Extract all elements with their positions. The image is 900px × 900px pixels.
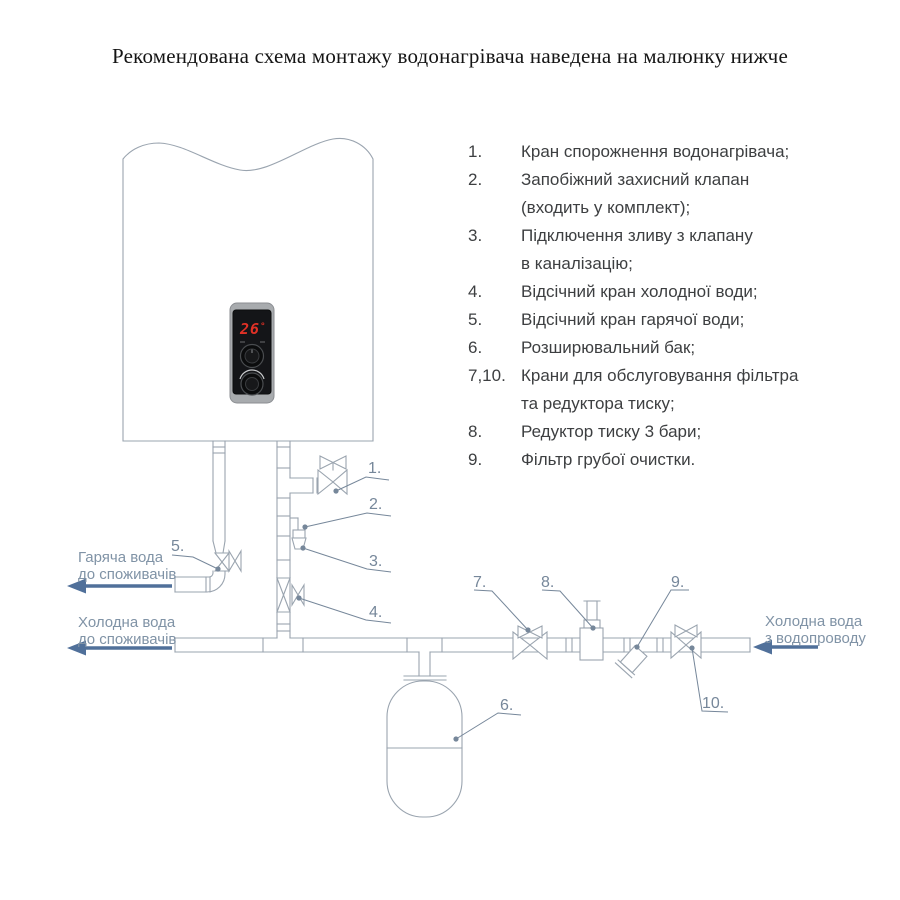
legend-list [468,138,892,474]
callout-2 [302,496,391,530]
svg-text:9.: 9. [671,574,685,591]
cold-out-label [78,614,176,648]
legend-num: 7,10. [468,366,506,385]
legend-text-line2: (входить у комплект); [521,198,691,217]
svg-text:4.: 4. [369,604,383,621]
control-panel [230,303,274,403]
legend-text: Розширювальний бак; [521,338,696,357]
legend-text: Відсічний кран холодної води; [521,282,758,301]
legend-num: 5. [468,310,483,329]
svg-text:з водопроводу: з водопроводу [765,630,866,647]
svg-text:8.: 8. [541,574,555,591]
svg-text:10.: 10. [702,695,725,712]
legend-item-7-10 [468,362,892,418]
legend-text: Кран спорожнення водонагрівача; [521,142,790,161]
drain-valve-1 [290,456,347,494]
svg-text:5.: 5. [171,538,185,555]
svg-text:Гаряча вода: Гаряча вода [78,549,164,566]
legend-num: 2. [468,170,483,189]
legend-item-9 [468,446,892,474]
callout-3 [300,545,391,572]
safety-valve-2-drain-3 [290,518,306,549]
svg-text:Холодна вода: Холодна вода [765,613,863,630]
hot-out-label [78,549,176,583]
valve-10-handle [675,625,697,637]
legend-num: 8. [468,422,483,441]
svg-text:3.: 3. [369,553,383,570]
legend-num: 3. [468,226,483,245]
legend-num: 4. [468,282,483,301]
legend-num: 1. [468,142,483,161]
valve-5-handle [229,551,241,571]
svg-text:6.: 6. [500,697,514,714]
legend-text: Редуктор тиску 3 бари; [521,422,702,441]
svg-text:7.: 7. [473,574,487,591]
legend-item-4 [468,278,892,306]
service-valve-10 [671,625,701,658]
svg-text:2.: 2. [369,496,383,513]
hot-water-pipe [175,441,241,592]
legend-item-3 [468,222,892,278]
pressure-reducer-8 [580,601,603,660]
legend-text-line2: та редуктора тиску; [521,394,675,413]
legend-text-line2: в каналізацію; [521,254,633,273]
page-title: Рекомендована схема монтажу водонагрівача наведена на малюнку нижче [112,44,788,69]
legend-item-2 [468,166,892,222]
legend-item-6 [468,334,892,362]
cold-water-horizontal-pipe [175,638,750,652]
legend-num: 9. [468,450,483,469]
legend-text: Запобіжний захисний клапан [521,170,750,189]
callout-7 [473,574,531,633]
svg-text:Холодна вода: Холодна вода [78,614,176,631]
svg-text:1.: 1. [368,460,382,477]
callout-10 [689,645,728,712]
legend-text: Крани для обслуговування фільтра [521,366,799,385]
legend-text: Фільтр грубої очистки. [521,450,696,469]
knob-lower [240,370,264,395]
valve-4-handle [292,585,304,605]
legend-text: Підключення зливу з клапану [521,226,753,245]
callout-6 [453,697,521,742]
expansion-tank-6 [387,652,462,817]
coarse-filter-9 [615,644,649,678]
cold-in-label [765,613,866,647]
svg-text:до споживачів: до споживачів [78,631,177,648]
knob-upper [241,345,264,368]
svg-text:до споживачів: до споживачів [78,566,177,583]
legend-item-1 [468,138,892,166]
legend-text: Відсічний кран гарячої води; [521,310,745,329]
legend-item-5 [468,306,892,334]
legend-num: 6. [468,338,483,357]
valve-7-handle [518,626,542,638]
callout-4 [296,595,391,623]
temperature-display: 26° [240,320,267,338]
legend-item-8 [468,418,892,446]
